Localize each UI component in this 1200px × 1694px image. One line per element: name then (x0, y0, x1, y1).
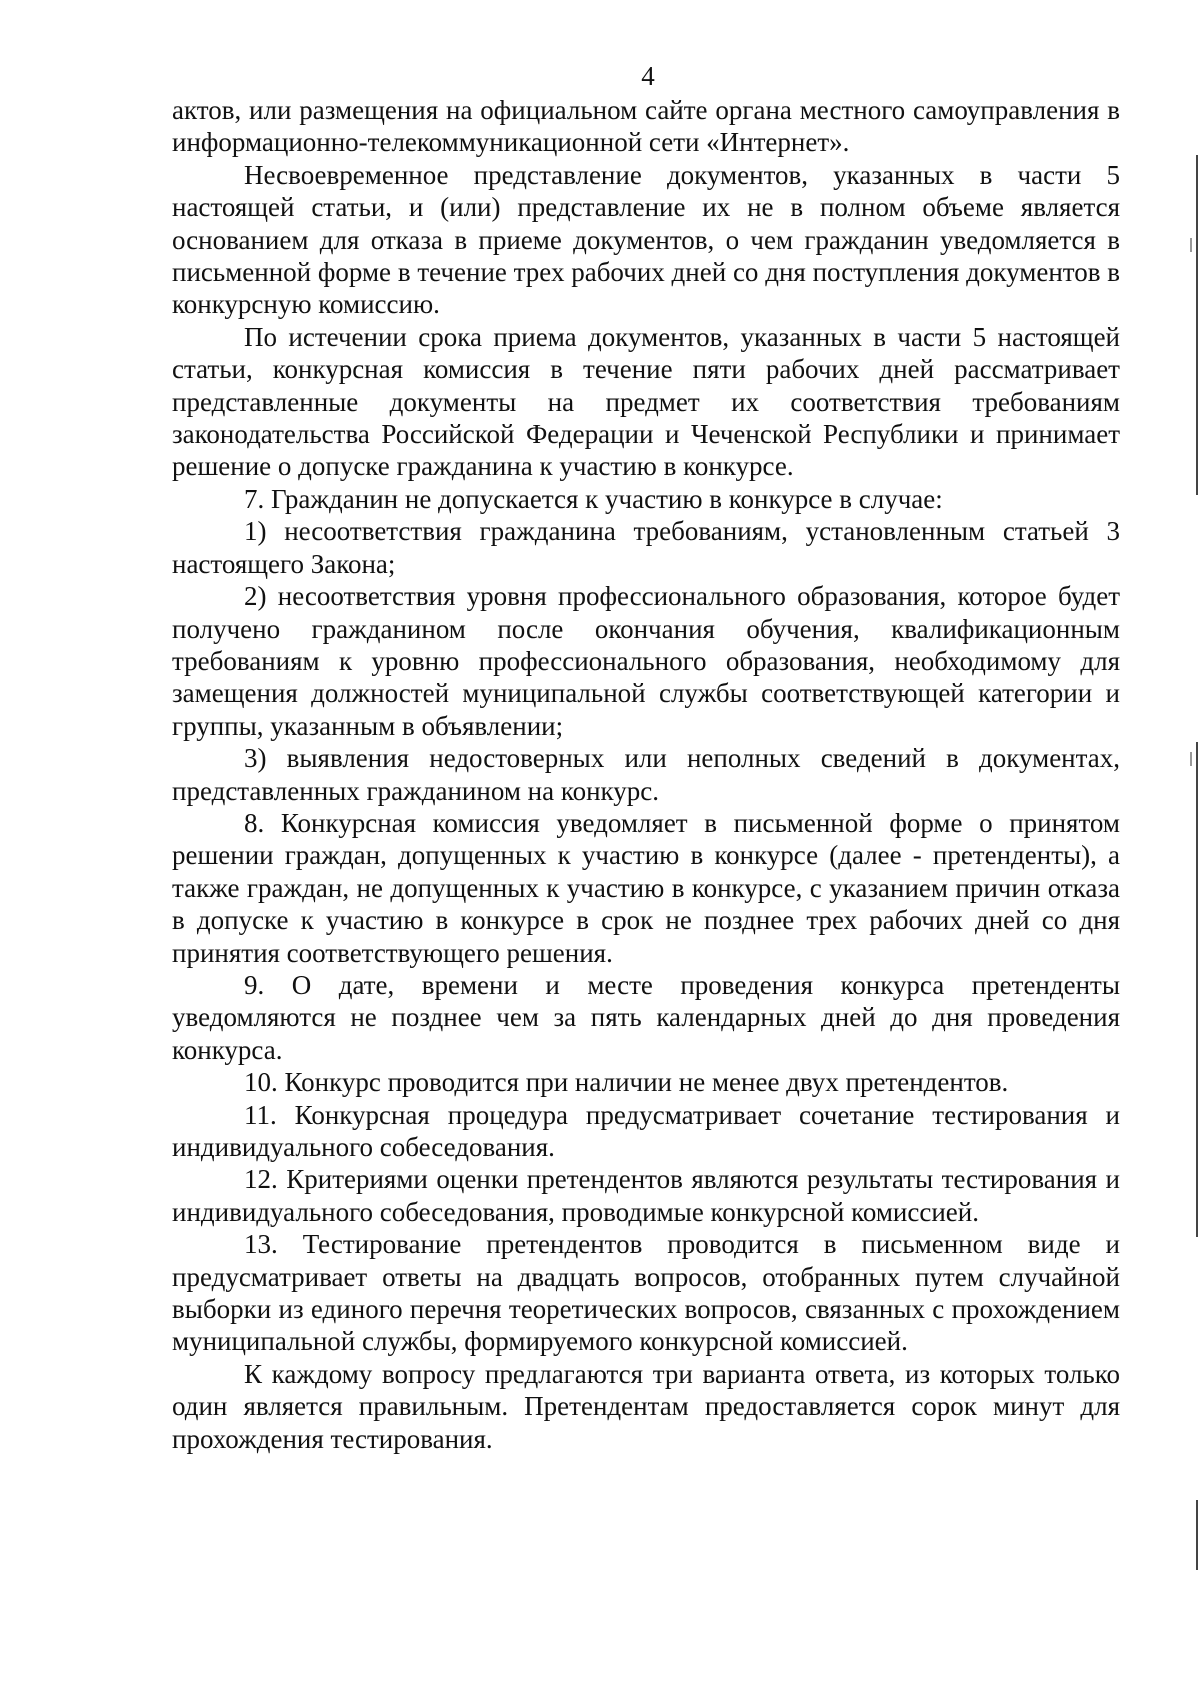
page-number: 4 (641, 61, 655, 91)
scan-mark-1 (1196, 155, 1198, 495)
clause-8: 8. Конкурсная комиссия уведомляет в письменной форме о принятом решении граждан, допущенных к участию в конкурсе (далее - претенденты), а также граждан, не допущенных к участию в конкурсе, с указанием причин отказа в допуске к участию в конкурсе в срок не позднее трех рабочих дней со дня принятия соответствующего решения. (172, 807, 1120, 968)
document-body (172, 94, 1120, 1455)
clause-12: 12. Критериями оценки претендентов являются результаты тестирования и индивидуального собеседования, проводимые конкурсной комиссией. (172, 1164, 1120, 1227)
paragraph-continuation: актов, или размещения на официальном сайте органа местного самоуправления в информационно-телекоммуникационной сети «Интернет». (172, 95, 1120, 158)
paragraph-late-submission: Несвоевременное представление документов, указанных в части 5 настоящей статьи, и (или) представление их не в полном объеме является основанием для отказа в приеме документов, о чем гражданин уведомляется в письменной форме в течение трех рабочих дней со дня поступления документов в конкурсную комиссию. (172, 159, 1120, 320)
clause-7: 7. Гражданин не допускается к участию в конкурсе в случае: (244, 483, 943, 514)
clause-7-item-3: 3) выявления недостоверных или неполных сведений в документах, представленных гражданином на конкурс. (172, 743, 1120, 806)
clause-7-item-1: 1) несоответствия гражданина требованиям, установленным статьей 3 настоящего Закона; (172, 516, 1120, 579)
clause-10: 10. Конкурс проводится при наличии не менее двух претендентов. (244, 1067, 1009, 1098)
scan-mark-4 (1196, 742, 1198, 1237)
paragraph-document-review: По истечении срока приема документов, указанных в части 5 настоящей статьи, конкурсная комиссия в течение пяти рабочих дней рассматривает представленные документы на предмет их соответствия требованиям законодательства Российской Федерации и Чеченской Республики и принимает решение о допуске гражданина к участию в конкурсе. (172, 321, 1120, 482)
clause-11: 11. Конкурсная процедура предусматривает сочетание тестирования и индивидуального собеседования. (172, 1099, 1120, 1162)
paragraph-answer-options: К каждому вопросу предлагаются три варианта ответа, из которых только один является правильным. Претендентам предоставляется сорок минут для прохождения тестирования. (172, 1358, 1120, 1454)
clause-13: 13. Тестирование претендентов проводится в письменном виде и предусматривает ответы на двадцать вопросов, отобранных путем случайной выборки из единого перечня теоретических вопросов, связанных с прохождением муниципальной службы, формируемого конкурсной комиссией. (172, 1229, 1120, 1357)
scan-mark-3 (1190, 752, 1192, 766)
clause-9: 9. О дате, времени и месте проведения конкурса претенденты уведомляются не позднее чем за пять календарных дней до дня проведения конкурса. (172, 969, 1120, 1065)
clause-7-item-2: 2) несоответствия уровня профессионального образования, которое будет получено гражданином после окончания обучения, квалификационным требованиям к уровню профессионального образования, необходимому для замещения должностей муниципальной службы соответствующей категории и группы, указанным в объявлении; (172, 581, 1120, 741)
scan-mark-5 (1196, 1500, 1198, 1570)
scan-mark-2 (1190, 238, 1192, 252)
